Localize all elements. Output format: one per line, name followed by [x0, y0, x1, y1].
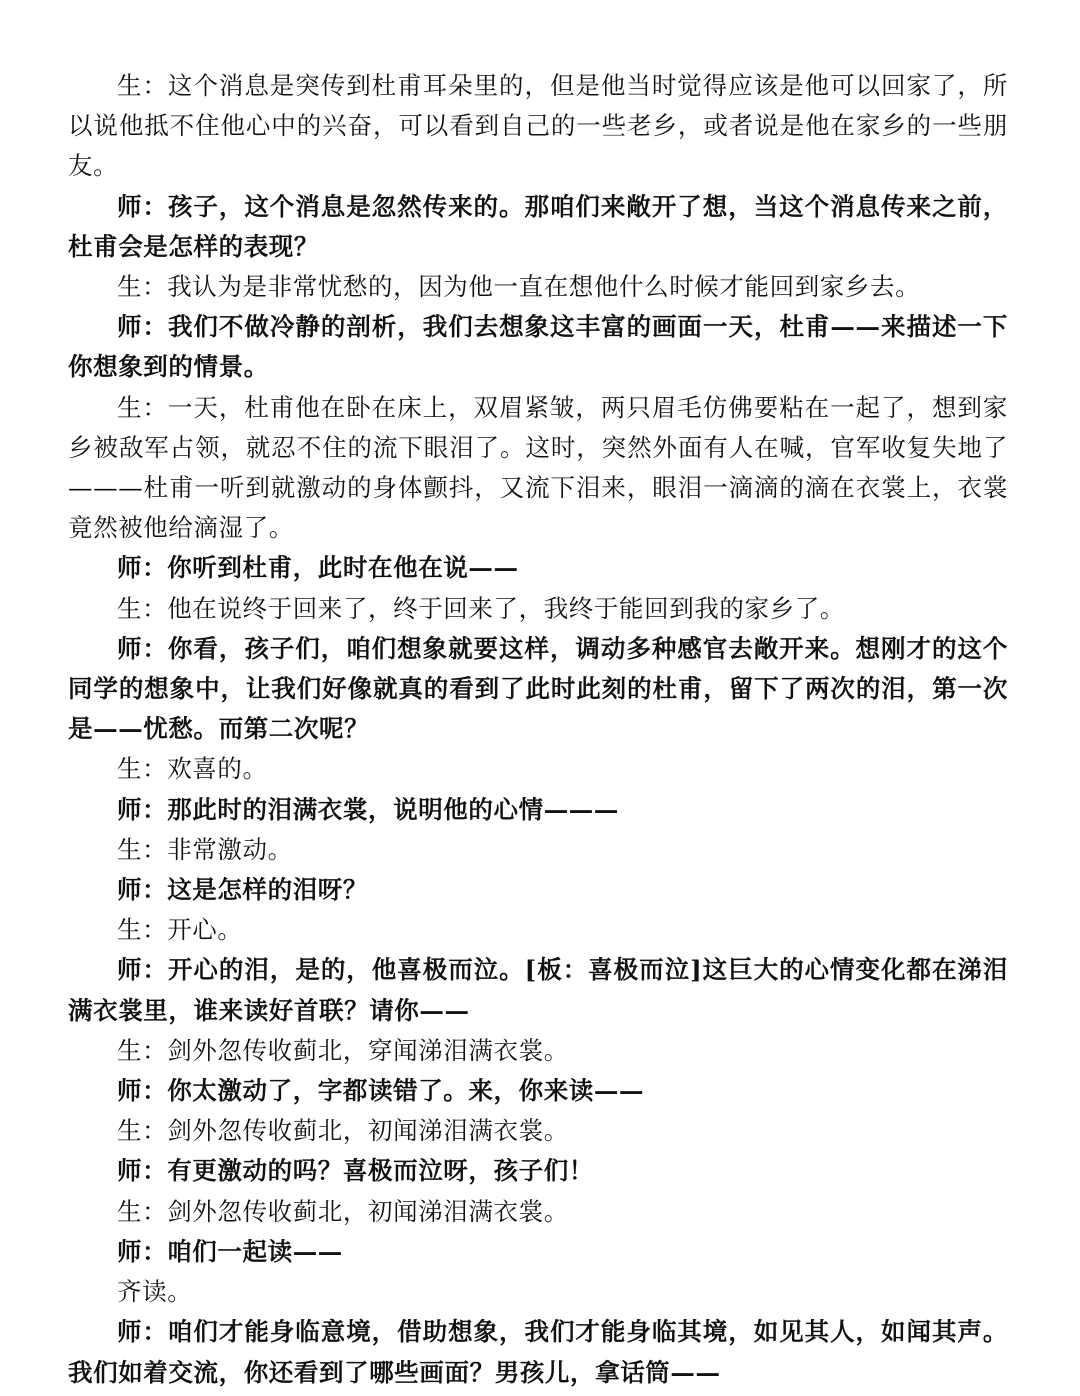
paragraph-text: 生：这个消息是突传到杜甫耳朵里的，但是他当时觉得应该是他可以回家了，所以说他抵不住他心中的兴奋，可以看到自己的一些老乡，或者说是他在家乡的一些朋友。: [68, 71, 1008, 181]
dialogue-paragraph-teacher: [68, 1071, 1008, 1111]
paragraph-text: 师：有更激动的吗？喜极而泣呀，孩子们！: [117, 1156, 594, 1186]
dialogue-paragraph-teacher: [68, 1312, 1008, 1392]
dialogue-paragraph-teacher: [68, 1232, 1008, 1272]
dialogue-paragraph-teacher: [68, 187, 1008, 267]
paragraph-text: 生：剑外忽传收蓟北，穿闻涕泪满衣裳。: [117, 1035, 569, 1065]
paragraph-text: 师：你太激动了，字都读错了。来，你来读——: [117, 1076, 645, 1106]
paragraph-text: 生：欢喜的。: [117, 754, 268, 784]
paragraph-text: 师：我们不做冷静的剖析，我们去想象这丰富的画面一天，杜甫——来描述一下你想象到的情景。: [68, 312, 1008, 382]
dialogue-paragraph-teacher: [68, 307, 1008, 387]
dialogue-paragraph-student: [68, 66, 1008, 187]
paragraph-text: 生：非常激动。: [117, 834, 293, 864]
paragraph-text: 师：开心的泪，是的，他喜极而泣。[板：喜极而泣]这巨大的心情变化都在涕泪满衣裳里，谁来读好首联？请你——: [68, 955, 1008, 1025]
paragraph-text: 师：咱们才能身临意境，借助想象，我们才能身临其境，如见其人，如闻其声。我们如着交流，你还看到了哪些画面？男孩儿，拿话筒——: [68, 1317, 1008, 1387]
dialogue-paragraph-teacher: [68, 950, 1008, 1030]
paragraph-text: 生：剑外忽传收蓟北，初闻涕泪满衣裳。: [117, 1116, 569, 1146]
paragraph-text: 生：剑外忽传收蓟北，初闻涕泪满衣裳。: [117, 1196, 569, 1226]
dialogue-paragraph-teacher: [68, 629, 1008, 750]
dialogue-paragraph-student: [68, 830, 1008, 870]
paragraph-text: 师：咱们一起读——: [117, 1236, 343, 1266]
paragraph-text: 师：孩子，这个消息是忽然传来的。那咱们来敞开了想，当这个消息传来之前，杜甫会是怎样的表现？: [68, 191, 1008, 261]
dialogue-paragraph-teacher: [68, 790, 1008, 830]
paragraph-text: 生：开心。: [117, 915, 243, 945]
dialogue-paragraph-teacher: [68, 548, 1008, 588]
dialogue-paragraph-student: [68, 1031, 1008, 1071]
paragraph-text: 师：那此时的泪满衣裳，说明他的心情———: [117, 794, 619, 824]
dialogue-paragraph-student: [68, 1192, 1008, 1232]
paragraph-text: 生：他在说终于回来了，终于回来了，我终于能回到我的家乡了。: [117, 593, 845, 623]
paragraph-text: 师：这是怎样的泪呀？: [117, 875, 368, 905]
dialogue-paragraph-class: [68, 1272, 1008, 1312]
dialogue-paragraph-student: [68, 749, 1008, 789]
dialogue-paragraph-student: [68, 1111, 1008, 1151]
dialogue-paragraph-student: [68, 589, 1008, 629]
paragraph-text: 师：你看，孩子们，咱们想象就要这样，调动多种感官去敞开来。想刚才的这个同学的想象中，让我们好像就真的看到了此时此刻的杜甫，留下了两次的泪，第一次是——忧愁。而第二次呢？: [68, 633, 1008, 744]
paragraph-text: 师：你听到杜甫，此时在他在说——: [117, 553, 519, 583]
dialogue-paragraph-student: [68, 267, 1008, 307]
dialogue-paragraph-teacher: [68, 870, 1008, 910]
dialogue-paragraph-teacher: [68, 1151, 1008, 1191]
paragraph-text: 生：一天，杜甫他在卧在床上，双眉紧皱，两只眉毛仿佛要粘在一起了，想到家乡被敌军占领，就忍不住的流下眼泪了。这时，突然外面有人在喊，官军收复失地了———杜甫一听到就激动的身体颤抖，又流下泪来，眼泪一滴滴的滴在衣裳上，衣裳竟然被他给滴湿了。: [68, 392, 1008, 543]
paragraph-text: 齐读。: [117, 1277, 193, 1307]
dialogue-paragraph-student: [68, 910, 1008, 950]
paragraph-text: 生：我认为是非常忧愁的，因为他一直在想他什么时候才能回到家乡去。: [117, 272, 921, 302]
dialogue-paragraph-student: [68, 388, 1008, 549]
